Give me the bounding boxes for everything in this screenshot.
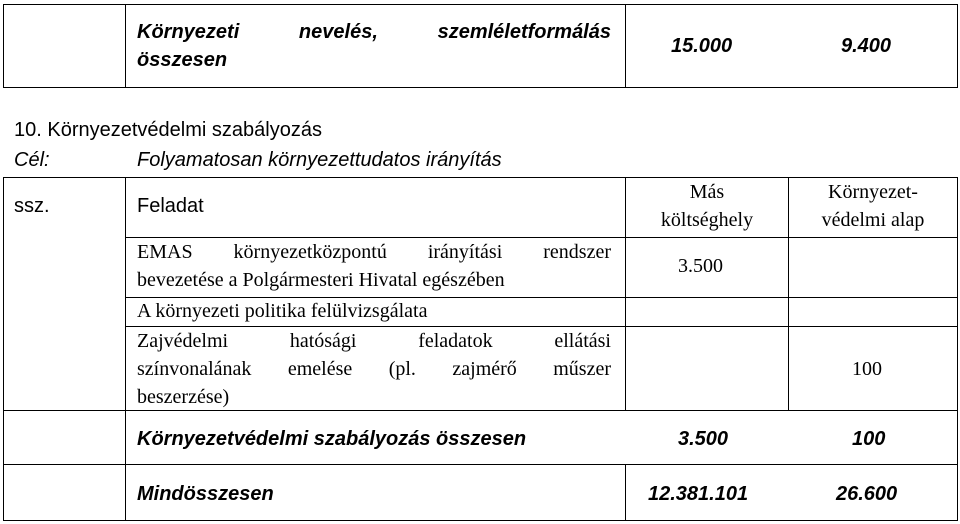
border-line: [125, 177, 126, 521]
border-line: [957, 4, 958, 88]
task-text-line: beszerzése): [137, 386, 230, 408]
header-other-line1: Más: [689, 181, 725, 203]
summary-value-other: 15.000: [671, 35, 733, 57]
goal-label: Cél:: [14, 149, 50, 171]
border-line: [3, 410, 957, 411]
border-line: [3, 4, 957, 5]
env-fund-value: 100: [852, 358, 882, 380]
border-line: [625, 4, 626, 88]
task-text-line: Zajvédelmi hatósági feladatok ellátási: [137, 330, 611, 352]
border-line: [957, 177, 958, 521]
goal-text: Folyamatosan környezettudatos irányítás: [137, 149, 502, 171]
header-other-line2: költséghely: [660, 209, 754, 231]
border-line: [3, 177, 957, 178]
border-line: [3, 520, 957, 521]
summary-value-env: 9.400: [841, 35, 892, 57]
summary-label-line2: összesen: [137, 49, 228, 71]
grand-total-label: Mindösszesen: [137, 483, 274, 505]
header-env-line2: védelmi alap: [821, 209, 925, 231]
border-line: [625, 464, 626, 521]
task-text-line: bevezetése a Polgármesteri Hivatal egészében: [137, 269, 505, 291]
border-line: [3, 464, 957, 465]
section-total-env: 100: [852, 428, 886, 450]
border-line: [3, 87, 957, 88]
task-text-line: színvonalának emelése (pl. zajmérő műszer: [137, 358, 611, 380]
section-total-label: Környezetvédelmi szabályozás összesen: [137, 428, 527, 450]
other-cost-value: 3.500: [678, 255, 723, 277]
border-line: [125, 297, 957, 298]
section-title: 10. Környezetvédelmi szabályozás: [14, 119, 322, 141]
summary-label-line1: Környezeti nevelés, szemléletformálás: [137, 21, 611, 43]
grand-total-other: 12.381.101: [648, 483, 749, 505]
border-line: [125, 4, 126, 88]
border-line: [125, 326, 957, 327]
grand-total-env: 26.600: [836, 483, 898, 505]
task-text-line: EMAS környezetközpontú irányítási rendszer: [137, 241, 611, 263]
border-line: [3, 177, 4, 521]
header-task: Feladat: [137, 195, 204, 217]
header-env-line1: Környezet-: [828, 181, 918, 203]
task-text-line: A környezeti politika felülvizsgálata: [137, 300, 428, 322]
border-line: [3, 4, 4, 88]
section-total-other: 3.500: [678, 428, 729, 450]
border-line: [125, 237, 957, 238]
header-number: ssz.: [14, 195, 50, 217]
